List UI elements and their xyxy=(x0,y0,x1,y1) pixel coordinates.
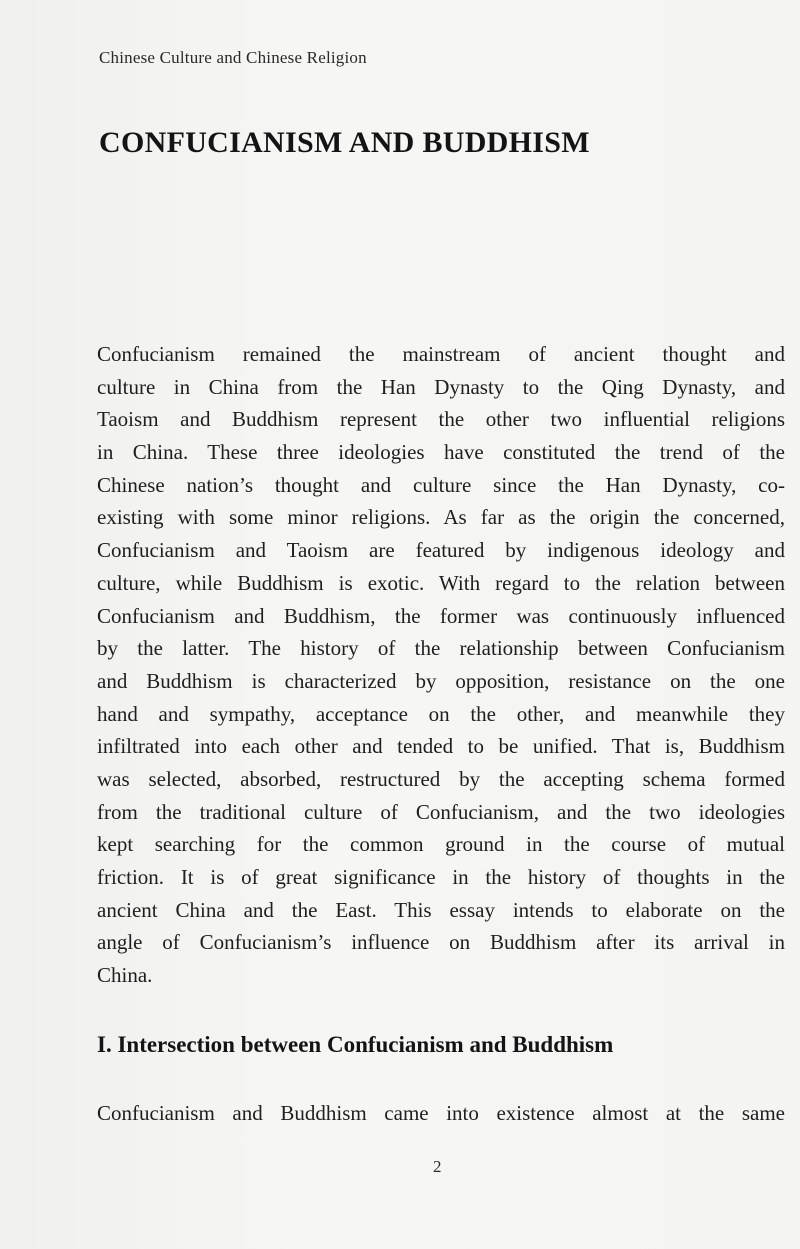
paragraph-line: Confucianism and Buddhism, the former was continuously influenced xyxy=(97,603,785,628)
paragraph-line: Confucianism remained the mainstream of ancient thought and xyxy=(97,342,785,366)
body-paragraph xyxy=(97,338,785,992)
paragraph-line: friction. It is of great significance in the history of thoughts in the xyxy=(97,865,785,889)
paragraph-line: and Buddhism is characterized by opposition, resistance on the one xyxy=(97,668,785,693)
section-heading: I. Intersection between Confucianism and Buddhism xyxy=(97,1032,614,1057)
paragraph-line: existing with some minor religions. As far as the origin the concerned, xyxy=(97,505,785,530)
paragraph-line: in China. These three ideologies have constituted the trend of the xyxy=(97,440,785,465)
paragraph-line: angle of Confucianism’s influence on Buddhism after its arrival in xyxy=(97,930,785,955)
page-number: 2 xyxy=(433,1157,442,1176)
paragraph-line: ancient China and the East. This essay intends to elaborate on the xyxy=(97,897,785,922)
paragraph-line: infiltrated into each other and tended to be unified. That is, Buddhism xyxy=(97,734,785,759)
paragraph-line: Chinese nation’s thought and culture since the Han Dynasty, co- xyxy=(97,472,785,497)
section-paragraph-line: Confucianism and Buddhism came into existence almost at the same xyxy=(97,1101,785,1125)
running-head: Chinese Culture and Chinese Religion xyxy=(99,48,367,67)
paragraph-line: hand and sympathy, acceptance on the other, and meanwhile they xyxy=(97,701,785,726)
paragraph-line: kept searching for the common ground in the course of mutual xyxy=(97,832,785,857)
paragraph-line: Confucianism and Taoism are featured by indigenous ideology and xyxy=(97,538,785,563)
paragraph-line: China. xyxy=(97,963,153,988)
paragraph-line: culture in China from the Han Dynasty to the Qing Dynasty, and xyxy=(97,374,785,399)
paragraph-line: from the traditional culture of Confucianism, and the two ideologies xyxy=(97,799,785,824)
paragraph-line: was selected, absorbed, restructured by the accepting schema formed xyxy=(97,766,785,791)
paragraph-line: by the latter. The history of the relationship between Confucianism xyxy=(97,636,785,661)
paragraph-line: Taoism and Buddhism represent the other two influential religions xyxy=(97,407,785,432)
chapter-title: CONFUCIANISM AND BUDDHISM xyxy=(99,126,590,159)
paragraph-line: culture, while Buddhism is exotic. With regard to the relation between xyxy=(97,570,785,595)
